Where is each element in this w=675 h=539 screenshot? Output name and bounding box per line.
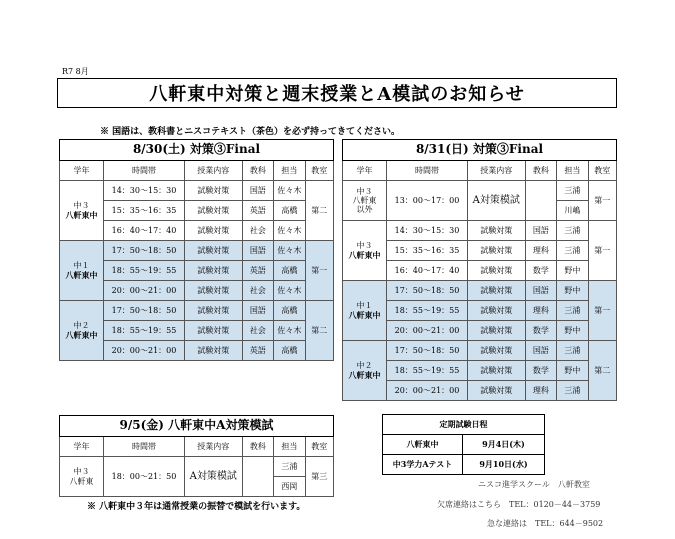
content-cell: 試験対策 xyxy=(467,341,525,361)
subject-cell: 英語 xyxy=(242,341,273,361)
table-row xyxy=(343,341,617,361)
grade-text: 中２ xyxy=(73,321,90,331)
content-cell: 試験対策 xyxy=(184,181,242,201)
time-cell: 17：50～18：50 xyxy=(387,341,468,361)
content-cell: 試験対策 xyxy=(467,261,525,281)
subject-cell: 数学 xyxy=(525,361,556,381)
table-caption: 9/5(金) 八軒東中A対策模試 xyxy=(60,416,334,437)
subject-cell: 社会 xyxy=(242,321,273,341)
table-row xyxy=(60,241,334,261)
teacher-cell: 三浦 xyxy=(557,221,588,241)
col-header: 学年 xyxy=(60,161,104,181)
grade-school: 八軒東中 xyxy=(65,329,98,340)
col-header: 学年 xyxy=(60,437,104,457)
time-cell: 15：35～16：35 xyxy=(387,241,468,261)
time-cell: 18：55～19：55 xyxy=(104,321,185,341)
teacher-cell: 三浦 xyxy=(557,241,588,261)
schedule-table-0831 xyxy=(342,139,617,401)
grade-text: 中３ xyxy=(73,201,90,211)
time-cell: 16：40～17：40 xyxy=(387,261,468,281)
content-cell: A対策模試 xyxy=(467,181,525,221)
grade-text: 中２ xyxy=(356,361,373,371)
col-header: 時間帯 xyxy=(104,437,185,457)
subject-cell: 英語 xyxy=(242,261,273,281)
subject-cell xyxy=(242,457,273,497)
content-cell: 試験対策 xyxy=(467,361,525,381)
exam-name: 中3学力Aテスト xyxy=(383,455,463,475)
grade-cell xyxy=(343,281,387,341)
content-cell: 試験対策 xyxy=(467,281,525,301)
grade-text: 八軒東 xyxy=(69,476,94,486)
exam-date: 9月4日(木) xyxy=(463,435,545,455)
time-cell: 20：00～21：00 xyxy=(104,341,185,361)
col-header: 担当 xyxy=(274,161,305,181)
time-cell: 17：50～18：50 xyxy=(104,241,185,261)
time-cell: 18：55～19：55 xyxy=(387,301,468,321)
grade-text: 中３ xyxy=(73,467,90,477)
absence-contact: 欠席連絡はこちら TEL：0120－44－3759 xyxy=(437,500,601,509)
time-cell: 20：00～21：00 xyxy=(387,381,468,401)
exam-name: 八軒東中 xyxy=(383,435,463,455)
grade-school: 八軒東中 xyxy=(65,209,98,220)
grade-text: 中３ xyxy=(356,186,373,196)
teacher-cell: 川嶋 xyxy=(557,201,588,221)
time-cell: 20：00～21：00 xyxy=(387,321,468,341)
col-header: 担当 xyxy=(557,161,588,181)
content-cell: 試験対策 xyxy=(467,321,525,341)
grade-text: 中１ xyxy=(356,301,373,311)
grade-text: 中１ xyxy=(73,261,90,271)
room-cell: 第一 xyxy=(588,281,616,341)
time-cell: 18：55～19：55 xyxy=(104,261,185,281)
col-header: 教科 xyxy=(525,161,556,181)
table-row xyxy=(343,281,617,301)
col-header: 教科 xyxy=(242,161,273,181)
school-name: ニスコ進学スクール 八軒教室 xyxy=(478,480,590,489)
room-cell: 第二 xyxy=(588,341,616,401)
footer-note: ※ 八軒東中３年は通常授業の振替で模試を行います。 xyxy=(87,502,306,512)
issue-date: R7 8月 xyxy=(62,66,89,79)
table-row xyxy=(343,221,617,241)
grade-text: 中３ xyxy=(356,241,373,251)
time-cell: 13：00～17：00 xyxy=(387,181,468,221)
col-header: 担当 xyxy=(274,437,305,457)
grade-school: 八軒東中 xyxy=(348,249,381,260)
teacher-cell: 佐々木 xyxy=(274,221,305,241)
teacher-cell: 高橋 xyxy=(274,201,305,221)
grade-cell xyxy=(343,341,387,401)
grade-cell xyxy=(60,181,104,241)
teacher-cell: 佐々木 xyxy=(274,241,305,261)
teacher-cell: 高橋 xyxy=(274,261,305,281)
col-header: 時間帯 xyxy=(387,161,468,181)
content-cell: 試験対策 xyxy=(184,261,242,281)
exam-date: 9月10日(水) xyxy=(463,455,545,475)
subject-cell: 英語 xyxy=(242,201,273,221)
teacher-cell: 三浦 xyxy=(557,381,588,401)
col-header: 時間帯 xyxy=(104,161,185,181)
schedule-table-0905 xyxy=(59,415,334,497)
grade-cell xyxy=(343,221,387,281)
grade-cell xyxy=(60,301,104,361)
teacher-cell: 西岡 xyxy=(274,477,305,497)
grade-school: 八軒東中 xyxy=(65,269,98,280)
col-header: 教室 xyxy=(305,161,333,181)
content-cell: 試験対策 xyxy=(184,301,242,321)
teacher-cell: 佐々木 xyxy=(274,281,305,301)
col-header: 教科 xyxy=(242,437,273,457)
time-cell: 16：40～17：40 xyxy=(104,221,185,241)
time-cell: 15：35～16：35 xyxy=(104,201,185,221)
teacher-cell: 三浦 xyxy=(557,301,588,321)
time-cell: 17：50～18：50 xyxy=(387,281,468,301)
subject-cell: 理科 xyxy=(525,241,556,261)
teacher-cell: 佐々木 xyxy=(274,321,305,341)
table-row xyxy=(60,181,334,201)
teacher-cell: 高橋 xyxy=(274,301,305,321)
col-header: 学年 xyxy=(343,161,387,181)
teacher-cell: 野中 xyxy=(557,361,588,381)
content-cell: 試験対策 xyxy=(184,221,242,241)
room-cell: 第二 xyxy=(305,301,333,361)
grade-school: 八軒東中 xyxy=(348,309,381,320)
col-header: 授業内容 xyxy=(467,161,525,181)
content-cell: A対策模試 xyxy=(184,457,242,497)
room-cell: 第一 xyxy=(588,221,616,281)
exam-caption: 定期試験日程 xyxy=(383,415,545,435)
room-cell: 第一 xyxy=(588,181,616,221)
time-cell: 18：55～19：55 xyxy=(387,361,468,381)
content-cell: 試験対策 xyxy=(467,241,525,261)
teacher-cell: 三浦 xyxy=(557,341,588,361)
room-cell: 第三 xyxy=(305,457,333,497)
teacher-cell: 野中 xyxy=(557,261,588,281)
grade-cell xyxy=(343,181,387,221)
col-header: 授業内容 xyxy=(184,437,242,457)
room-cell: 第二 xyxy=(305,181,333,241)
teacher-cell: 野中 xyxy=(557,281,588,301)
teacher-cell: 佐々木 xyxy=(274,181,305,201)
teacher-cell: 高橋 xyxy=(274,341,305,361)
time-cell: 17：50～18：50 xyxy=(104,301,185,321)
table-row xyxy=(60,301,334,321)
time-cell: 18：00～21：50 xyxy=(104,457,185,497)
subject-cell: 社会 xyxy=(242,281,273,301)
teacher-cell: 三浦 xyxy=(274,457,305,477)
schedule-table-0830 xyxy=(59,139,334,361)
teacher-cell: 三浦 xyxy=(557,181,588,201)
grade-school: 八軒東中 xyxy=(348,369,381,380)
subject-cell: 国語 xyxy=(242,181,273,201)
subject-cell: 理科 xyxy=(525,381,556,401)
time-cell: 20：00～21：00 xyxy=(104,281,185,301)
col-header: 教室 xyxy=(588,161,616,181)
time-cell: 14：30～15：30 xyxy=(387,221,468,241)
subject-cell xyxy=(525,181,556,221)
subject-cell: 数学 xyxy=(525,321,556,341)
table-caption: 8/30(土) 対策③Final xyxy=(60,140,334,161)
grade-cell xyxy=(60,241,104,301)
content-cell: 試験対策 xyxy=(467,221,525,241)
content-cell: 試験対策 xyxy=(184,201,242,221)
col-header: 教室 xyxy=(305,437,333,457)
col-header: 授業内容 xyxy=(184,161,242,181)
grade-cell xyxy=(60,457,104,497)
notice-text: ※ 国語は、教科書とニスコテキスト（茶色）を必ず持ってきてください。 xyxy=(100,127,400,137)
room-cell: 第一 xyxy=(305,241,333,301)
subject-cell: 社会 xyxy=(242,221,273,241)
subject-cell: 国語 xyxy=(242,301,273,321)
urgent-contact: 急な連絡は TEL：644－9502 xyxy=(487,519,604,528)
content-cell: 試験対策 xyxy=(467,301,525,321)
subject-cell: 国語 xyxy=(242,241,273,261)
time-cell: 14：30～15：30 xyxy=(104,181,185,201)
subject-cell: 数学 xyxy=(525,261,556,281)
subject-cell: 国語 xyxy=(525,221,556,241)
grade-text: 八軒東 xyxy=(352,195,377,205)
content-cell: 試験対策 xyxy=(467,381,525,401)
table-caption: 8/31(日) 対策③Final xyxy=(343,140,617,161)
grade-text: 以外 xyxy=(356,205,373,215)
subject-cell: 国語 xyxy=(525,341,556,361)
content-cell: 試験対策 xyxy=(184,341,242,361)
exam-schedule-table xyxy=(382,414,545,475)
content-cell: 試験対策 xyxy=(184,321,242,341)
content-cell: 試験対策 xyxy=(184,281,242,301)
subject-cell: 理科 xyxy=(525,301,556,321)
content-cell: 試験対策 xyxy=(184,241,242,261)
subject-cell: 国語 xyxy=(525,281,556,301)
teacher-cell: 野中 xyxy=(557,321,588,341)
page-title: 八軒東中対策と週末授業とA模試のお知らせ xyxy=(57,78,617,108)
